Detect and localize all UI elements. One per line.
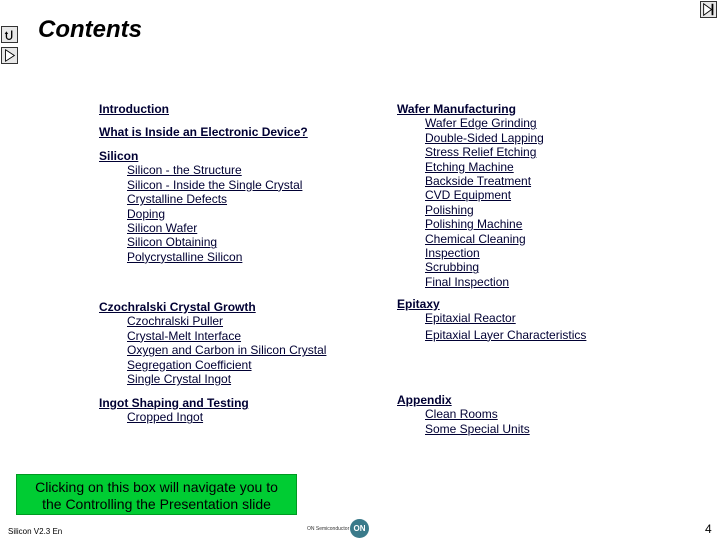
toc-group-epitaxy [397, 297, 586, 342]
toc-link-silicon-obtaining[interactable]: Silicon Obtaining [127, 235, 218, 250]
toc-link-cropped-ingot[interactable]: Cropped Ingot [127, 410, 204, 425]
toc-link-clean-rooms[interactable]: Clean Rooms [425, 407, 498, 422]
toc-link-special-units[interactable]: Some Special Units [425, 421, 530, 436]
toc-link-silicon-structure[interactable]: Silicon - the Structure [127, 163, 242, 178]
return-button[interactable] [1, 26, 18, 43]
page-number: 4 [705, 522, 712, 536]
toc-link-stress-relief-etching[interactable]: Stress Relief Etching [425, 145, 537, 160]
toc-link-appendix[interactable]: Appendix [397, 393, 452, 407]
toc-link-polishing-machine[interactable]: Polishing Machine [425, 217, 523, 232]
toc-link-silicon-wafer[interactable]: Silicon Wafer [127, 221, 198, 236]
toc-left-column [99, 102, 169, 116]
toc-link-crystalline-defects[interactable]: Crystalline Defects [127, 192, 228, 207]
return-arrow-icon [2, 27, 17, 42]
footer-version: Silicon V2.3 En [8, 527, 63, 536]
toc-link-cvd-equipment[interactable]: CVD Equipment [425, 188, 512, 203]
toc-link-chemical-cleaning[interactable]: Chemical Cleaning [425, 231, 526, 246]
toc-link-etching-machine[interactable]: Etching Machine [425, 159, 514, 174]
toc-link-final-inspection[interactable]: Final Inspection [425, 274, 510, 289]
toc-link-czochralski[interactable]: Czochralski Crystal Growth [99, 300, 256, 314]
presentation-controls-link-box[interactable] [16, 474, 297, 515]
toc-group-wafer [397, 102, 544, 289]
toc-link-segregation-coefficient[interactable]: Segregation Coefficient [127, 357, 252, 372]
play-triangle-icon [2, 48, 17, 63]
skip-to-end-icon [701, 2, 716, 17]
toc-link-wafer-edge-grinding[interactable]: Wafer Edge Grinding [425, 116, 537, 131]
company-logo-text: ON Semiconductor [307, 526, 350, 532]
toc-link-polishing[interactable]: Polishing [425, 202, 474, 217]
page-title: Contents [38, 16, 142, 43]
toc-group-inside [99, 125, 308, 139]
toc-link-ingot-shaping[interactable]: Ingot Shaping and Testing [99, 396, 249, 410]
toc-link-single-crystal-ingot[interactable]: Single Crystal Ingot [127, 372, 232, 387]
toc-link-inside-device[interactable]: What is Inside an Electronic Device? [99, 125, 308, 139]
toc-link-silicon[interactable]: Silicon [99, 149, 139, 163]
toc-group-silicon [99, 149, 302, 264]
callout-line-2: the Controlling the Presentation slide [42, 496, 271, 512]
toc-link-oxygen-carbon[interactable]: Oxygen and Carbon in Silicon Crystal [127, 343, 327, 358]
toc-group-czochralski [99, 300, 326, 386]
toc-link-backside-treatment[interactable]: Backside Treatment [425, 174, 532, 189]
toc-link-wafer-manufacturing[interactable]: Wafer Manufacturing [397, 102, 516, 116]
toc-link-scrubbing[interactable]: Scrubbing [425, 260, 480, 275]
toc-link-silicon-inside-crystal[interactable]: Silicon - Inside the Single Crystal [127, 177, 303, 192]
toc-link-crystal-melt-interface[interactable]: Crystal-Melt Interface [127, 328, 242, 343]
toc-group-ingot [99, 396, 249, 425]
toc-link-introduction[interactable]: Introduction [99, 102, 169, 116]
company-logo-icon: ON [350, 519, 369, 538]
toc-link-epitaxy[interactable]: Epitaxy [397, 297, 440, 311]
toc-link-inspection[interactable]: Inspection [425, 246, 480, 261]
callout-line-1: Clicking on this box will navigate you to [35, 479, 278, 495]
toc-link-epitaxial-reactor[interactable]: Epitaxial Reactor [425, 311, 516, 326]
toc-link-polycrystalline-silicon[interactable]: Polycrystalline Silicon [127, 249, 243, 264]
next-slide-button[interactable] [1, 47, 18, 64]
toc-link-czochralski-puller[interactable]: Czochralski Puller [127, 314, 224, 329]
toc-link-double-sided-lapping[interactable]: Double-Sided Lapping [425, 130, 544, 145]
toc-link-doping[interactable]: Doping [127, 206, 166, 221]
toc-link-epitaxial-layer[interactable]: Epitaxial Layer Characteristics [425, 327, 587, 342]
toc-group-appendix [397, 393, 530, 436]
last-slide-button[interactable] [700, 1, 717, 18]
